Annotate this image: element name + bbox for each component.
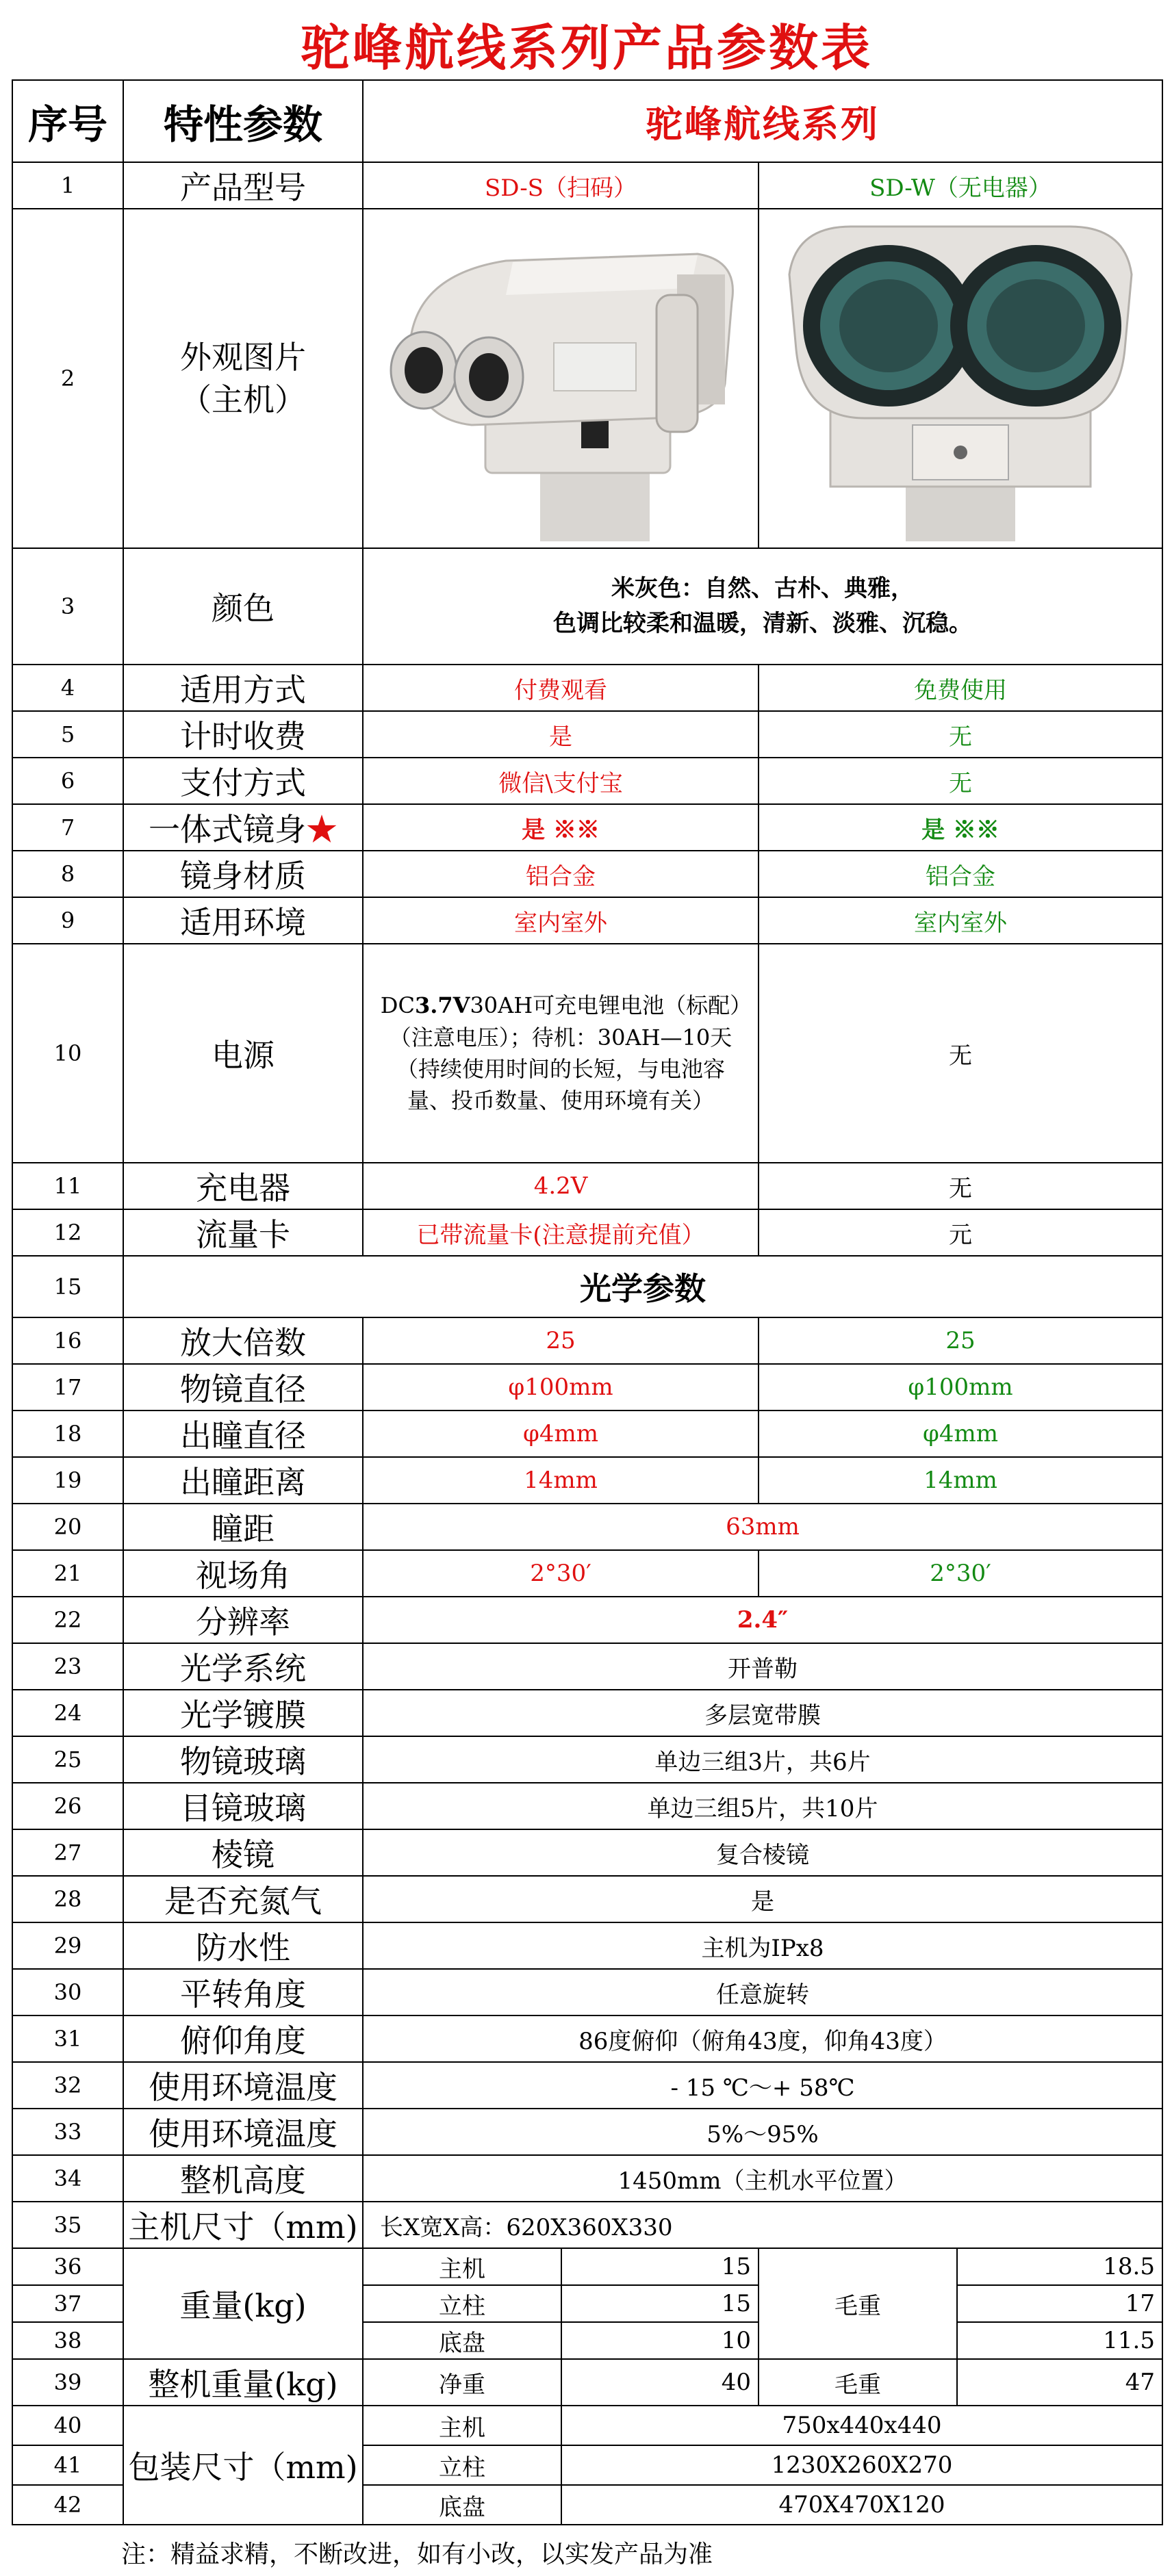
table-row: 16 放大倍数 25 25	[12, 1317, 1162, 1364]
table-row: 7 一体式镜身★ 是 ※※ 是 ※※	[12, 804, 1162, 851]
package-label: 包装尺寸（mm)	[123, 2406, 363, 2525]
table-row: 1 产品型号 SD-S（扫码） SD-W（无电器）	[12, 162, 1162, 209]
header-row	[12, 80, 1162, 162]
table-row: 18 出瞳直径 φ4mm φ4mm	[12, 1411, 1162, 1457]
table-row: 6 支付方式 微信\支付宝 无	[12, 758, 1162, 804]
table-row: 37 立柱 15 17	[12, 2285, 1162, 2322]
optical-section-title: 光学参数	[123, 1256, 1162, 1317]
table-row: 8 镜身材质 铝合金 铝合金	[12, 851, 1162, 897]
header-feature: 特性参数	[123, 80, 363, 162]
model-b: SD-W（无电器）	[759, 162, 1162, 209]
table-row: 39 整机重量(kg) 净重 40 毛重 47	[12, 2359, 1162, 2406]
table-row: 20 瞳距 63mm	[12, 1504, 1162, 1550]
spec-table	[12, 79, 1163, 2525]
table-row: 22 分辨率 2.4″	[12, 1597, 1162, 1643]
table-row: 19 出瞳距离 14mm 14mm	[12, 1457, 1162, 1504]
table-row: 42 底盘 470X470X120	[12, 2485, 1162, 2525]
table-row: 11 充电器 4.2V 无	[12, 1163, 1162, 1209]
table-row: 34 整机高度 1450mm（主机水平位置）	[12, 2155, 1162, 2202]
header-seq: 序号	[12, 80, 123, 162]
section-row: 15 光学参数	[12, 1256, 1162, 1317]
table-row: 36 重量(kg) 主机 15 毛重 18.5	[12, 2248, 1162, 2285]
footer-note: 注：精益求精，不断改进，如有小改，以实发产品为准	[121, 2540, 713, 2568]
table-row: 30 平转角度 任意旋转	[12, 1969, 1162, 2015]
color-desc: 米灰色：自然、古朴、典雅， 色调比较柔和温暖，清新、淡雅、沉稳。	[363, 548, 1162, 665]
star-icon: ★	[306, 811, 337, 848]
table-row: 21 视场角 2°30′ 2°30′	[12, 1550, 1162, 1597]
weight-label: 重量(kg)	[123, 2248, 363, 2359]
table-row: 17 物镜直径 φ100mm φ100mm	[12, 1364, 1162, 1411]
table-row: 28 是否充氮气 是	[12, 1876, 1162, 1922]
header-group: 驼峰航线系列	[363, 80, 1162, 162]
table-row: 26 目镜玻璃 单边三组5片，共10片	[12, 1783, 1162, 1829]
spec-sheet	[12, 0, 1162, 2576]
table-row: 23 光学系统 开普勒	[12, 1643, 1162, 1690]
power-desc: DC3.7V30AH可充电锂电池（标配）（注意电压）；待机：30AH—10天（持续使用时间的长短，与电池容量、投币数量、使用环境有关）	[363, 944, 759, 1163]
table-row: 41 立柱 1230X260X270	[12, 2445, 1162, 2485]
table-row: 9 适用环境 室内室外 室内室外	[12, 897, 1162, 944]
table-row: 32 使用环境温度 - 15 ℃～+ 58℃	[12, 2062, 1162, 2109]
table-row: 4 适用方式 付费观看 免费使用	[12, 665, 1162, 711]
binocular-scan-image	[369, 213, 752, 541]
table-row: 2 外观图片 （主机）	[12, 209, 1162, 548]
table-row: 38 底盘 10 11.5	[12, 2322, 1162, 2359]
table-row: 3 颜色 米灰色：自然、古朴、典雅， 色调比较柔和温暖，清新、淡雅、沉稳。	[12, 548, 1162, 665]
table-row: 33 使用环境温度 5%～95%	[12, 2109, 1162, 2155]
table-row: 29 防水性 主机为IPx8	[12, 1922, 1162, 1969]
binocular-free-image	[769, 213, 1152, 541]
table-row: 12 流量卡 已带流量卡(注意提前充值） 元	[12, 1209, 1162, 1256]
table-row: 31 俯仰角度 86度俯仰（俯角43度，仰角43度）	[12, 2015, 1162, 2062]
sheet-title: 驼峰航线系列产品参数表	[300, 18, 873, 77]
table-row: 25 物镜玻璃 单边三组3片，共6片	[12, 1736, 1162, 1783]
gross-label: 毛重	[759, 2248, 957, 2359]
table-row: 10 电源 DC3.7V30AH可充电锂电池（标配）（注意电压）；待机：30AH—10天（持续使用时间的长短，与电池容量、投币数量、使用环境有关） 无	[12, 944, 1162, 1163]
model-a: SD-S（扫码）	[363, 162, 759, 209]
table-row: 24 光学镀膜 多层宽带膜	[12, 1690, 1162, 1736]
product-image-b	[759, 209, 1162, 548]
table-row: 35 主机尺寸（mm) 长X宽X高：620X360X330	[12, 2202, 1162, 2248]
product-image-a	[363, 209, 759, 548]
table-row: 27 棱镜 复合棱镜	[12, 1829, 1162, 1876]
table-row: 40 包装尺寸（mm) 主机 750x440x440	[12, 2406, 1162, 2445]
table-row: 5 计时收费 是 无	[12, 711, 1162, 758]
